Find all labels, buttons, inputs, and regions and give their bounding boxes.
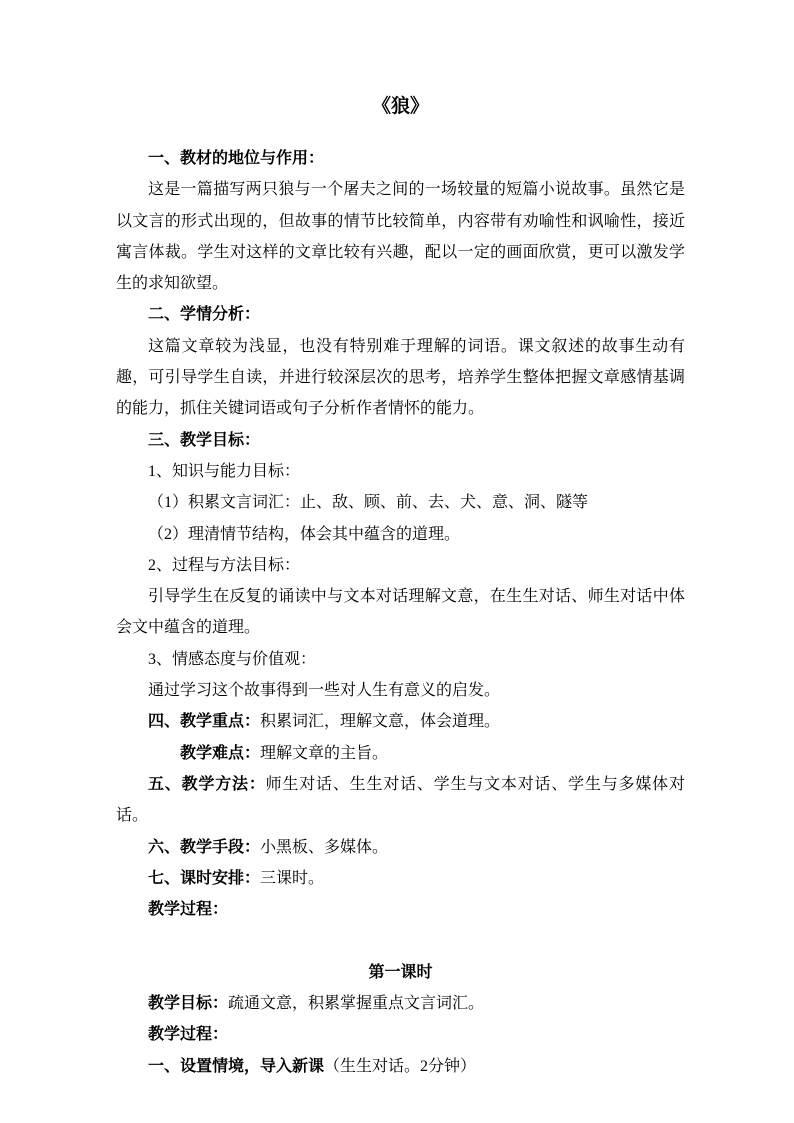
list-item-process-method-goal: 2、过程与方法目标： [148,556,301,574]
section-heading-learner-analysis: 二、学情分析： [148,306,261,324]
label-intro-new-lesson: 一、设置情境，导入新课 [148,1057,325,1075]
list-item-knowledge-goal: 1、知识与能力目标： [148,462,301,480]
label-lesson-one-goal: 教学目标： [148,995,229,1013]
labeled-line-lesson-schedule [116,863,685,894]
label-teaching-difficulty: 教学难点： [180,744,261,762]
list-item-plot-structure: （2）理清情节结构，体会其中蕴含的道理。 [148,525,461,543]
label-teaching-tools: 六、教学手段： [148,838,261,856]
section-heading-teaching-goals: 三、教学目标： [148,431,261,449]
labeled-line-teaching-tools [116,832,685,863]
text-teaching-tools: 小黑板、多媒体。 [260,838,389,856]
list-item-emotion-values-goal: 3、情感态度与价值观： [148,650,317,668]
text-teaching-methods: 师生对话、生生对话、学生与文本对话、学生与多媒体对话。 [116,775,685,825]
labeled-line-lesson-one-goal [116,988,685,1019]
body-paragraph-emotion-values: 通过学习这个故事得到一些对人生有意义的启发。 [148,682,501,700]
document-title: 《狼》 [371,96,429,117]
label-teaching-methods: 五、教学方法： [148,775,266,793]
text-lesson-schedule: 三课时。 [260,869,325,887]
list-item-vocabulary: （1）积累文言词汇：止、敌、顾、前、去、犬、意、洞、隧等 [148,494,589,512]
body-paragraph-learner-analysis: 这篇文章较为浅显，也没有特别难于理解的词语。课文叙述的故事生动有趣，可引导学生自读，并进行较深层次的思考，培养学生整体把握文章感情基调的能力，抓住关键词语或句子分析作者情怀的能力。 [116,337,685,418]
section-heading-material-role: 一、教材的地位与作用： [148,150,325,167]
text-lesson-one-goal: 疏通文意，积累掌握重点文言词汇。 [228,995,485,1013]
body-paragraph-process-method: 引导学生在反复的诵读中与文本对话理解文意，在生生对话、师生对话中体会文中蕴含的道理。 [116,588,685,637]
labeled-line-teaching-focus [116,706,685,737]
section-heading-teaching-process: 教学过程： [148,901,229,919]
text-teaching-difficulty: 理解文章的主旨。 [260,744,389,762]
body-paragraph-material-role: 这是一篇描写两只狼与一个屠夫之间的一场较量的短篇小说故事。虽然它是以文言的形式出现的，但故事的情节比较简单，内容带有劝喻性和讽喻性，接近寓言体裁。学生对这样的文章比较有兴趣，配以一定的画面欣赏，更可以激发学生的求知欲望。 [116,181,685,293]
text-intro-new-lesson: （生生对话。2分钟） [324,1057,477,1075]
label-lesson-schedule: 七、课时安排： [148,869,261,887]
label-teaching-focus: 四、教学重点： [148,713,261,731]
labeled-line-teaching-difficulty [116,738,685,769]
section-heading-lesson-one-process: 教学过程： [148,1026,229,1044]
labeled-line-intro-new-lesson [116,1051,685,1082]
lesson-one-title: 第一课时 [368,963,433,981]
labeled-line-teaching-methods [116,769,685,832]
text-teaching-focus: 积累词汇，理解文意，体会道理。 [260,713,501,731]
